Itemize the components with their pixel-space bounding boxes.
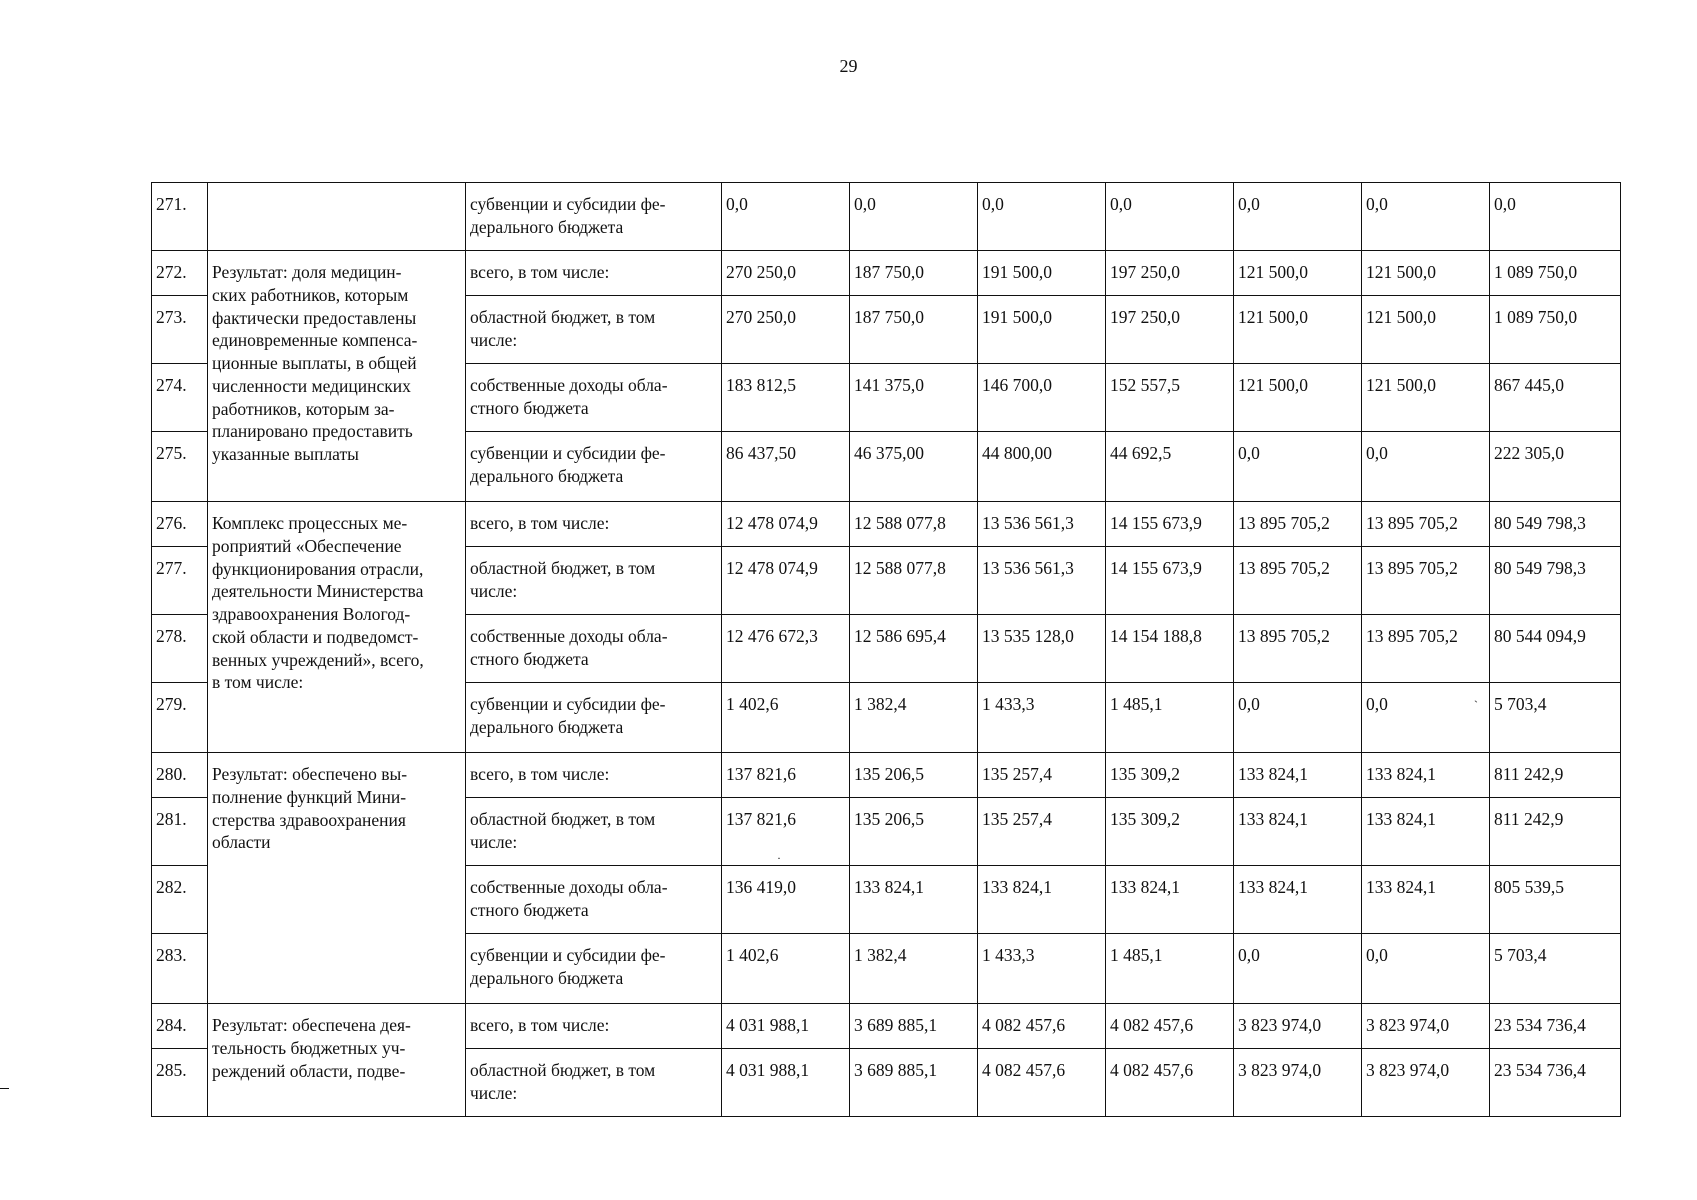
funding-source: собственные доходы обла- стного бюджета (466, 364, 722, 432)
amount-cell: 197 250,0 (1106, 296, 1234, 364)
amount-cell: 222 305,0 (1490, 432, 1621, 502)
result-description: Результат: обеспечено вы- полнение функций Мини- стерства здравоохранения области (208, 753, 466, 1004)
amount-cell: 135 206,5 (850, 798, 978, 866)
amount-cell: 23 534 736,4 (1490, 1049, 1621, 1117)
amount-cell: 121 500,0 (1234, 251, 1362, 296)
amount-cell: 0,0 (1234, 183, 1362, 251)
amount-cell: 805 539,5 (1490, 866, 1621, 934)
amount-cell: 3 689 885,1 (850, 1049, 978, 1117)
amount-cell: 12 476 672,3 (722, 615, 850, 683)
amount-cell: 133 824,1 (1362, 753, 1490, 798)
row-number: 281. (152, 798, 208, 866)
amount-cell: 3 689 885,1 (850, 1004, 978, 1049)
funding-source: областной бюджет, в том числе: (466, 798, 722, 866)
funding-source: всего, в том числе: (466, 753, 722, 798)
result-description: Комплекс процессных ме- роприятий «Обеспечение функционирования отрасли, деятельности Министерства здравоохранения Вологод- ской области и подведомст- венных учреждений», всего, в том числе: (208, 502, 466, 753)
amount-cell: 191 500,0 (978, 251, 1106, 296)
amount-cell: 1 485,1 (1106, 683, 1234, 753)
amount-cell: 1 089 750,0 (1490, 296, 1621, 364)
row-number: 284. (152, 1004, 208, 1049)
amount-cell: 133 824,1 (978, 866, 1106, 934)
amount-cell: 3 823 974,0 (1362, 1004, 1490, 1049)
budget-table-body (152, 183, 1621, 1117)
row-number: 282. (152, 866, 208, 934)
amount-cell: 135 309,2 (1106, 753, 1234, 798)
row-number: 279. (152, 683, 208, 753)
amount-cell: 135 257,4 (978, 753, 1106, 798)
amount-cell: 121 500,0 (1362, 364, 1490, 432)
amount-cell: 133 824,1 (1362, 866, 1490, 934)
amount-cell: 13 536 561,3 (978, 502, 1106, 547)
amount-cell: 0,0 (722, 183, 850, 251)
amount-cell: 133 824,1 (1362, 798, 1490, 866)
amount-cell: 0,0 (1234, 432, 1362, 502)
amount-cell: 13 536 561,3 (978, 547, 1106, 615)
amount-cell: 1 402,6 (722, 683, 850, 753)
amount-cell: 187 750,0 (850, 251, 978, 296)
amount-cell: 270 250,0 (722, 251, 850, 296)
result-description: Результат: обеспечена дея- тельность бюджетных уч- реждений области, подве- (208, 1004, 466, 1117)
amount-cell: 0,0 (850, 183, 978, 251)
amount-cell: 0,0 (1234, 934, 1362, 1004)
funding-source: областной бюджет, в том числе: (466, 547, 722, 615)
funding-source: субвенции и субсидии фе- дерального бюджета (466, 183, 722, 251)
amount-cell: 12 588 077,8 (850, 502, 978, 547)
amount-cell: 133 824,1 (1234, 866, 1362, 934)
funding-source: всего, в том числе: (466, 502, 722, 547)
amount-cell: 4 082 457,6 (1106, 1004, 1234, 1049)
amount-cell: 5 703,4 (1490, 934, 1621, 1004)
amount-cell: 12 588 077,8 (850, 547, 978, 615)
table-row (152, 1004, 1621, 1049)
amount-cell: 0,0 (1362, 432, 1490, 502)
funding-source: всего, в том числе: (466, 251, 722, 296)
amount-cell: 13 895 705,2 (1362, 547, 1490, 615)
amount-cell: 121 500,0 (1234, 296, 1362, 364)
funding-source: субвенции и субсидии фе- дерального бюджета (466, 934, 722, 1004)
amount-cell: 270 250,0 (722, 296, 850, 364)
amount-cell: 13 895 705,2 (1362, 615, 1490, 683)
amount-cell: 4 082 457,6 (978, 1049, 1106, 1117)
amount-cell: 133 824,1 (1234, 753, 1362, 798)
funding-source: субвенции и субсидии фе- дерального бюджета (466, 432, 722, 502)
amount-cell: 1 433,3 (978, 683, 1106, 753)
funding-source: областной бюджет, в том числе: (466, 296, 722, 364)
result-description: Результат: доля медицин- ских работников, которым фактически предоставлены единовременные компенса- ционные выплаты, в общей численности медицинских работников, которым за- планировано предоставить указанные выплаты (208, 251, 466, 502)
amount-cell: 133 824,1 (1106, 866, 1234, 934)
amount-cell: 811 242,9 (1490, 753, 1621, 798)
amount-cell: 14 155 673,9 (1106, 547, 1234, 615)
table-row (152, 753, 1621, 798)
amount-cell: 135 309,2 (1106, 798, 1234, 866)
amount-cell: 0,0 (1490, 183, 1621, 251)
amount-cell: 137 821,6 (722, 798, 850, 866)
table-row (152, 183, 1621, 251)
scan-dot: · (777, 851, 781, 865)
amount-cell: 187 750,0 (850, 296, 978, 364)
row-number: 278. (152, 615, 208, 683)
amount-cell: 4 082 457,6 (978, 1004, 1106, 1049)
amount-cell: 141 375,0 (850, 364, 978, 432)
amount-cell: 183 812,5 (722, 364, 850, 432)
amount-cell: 137 821,6 (722, 753, 850, 798)
amount-cell: 44 800,00 (978, 432, 1106, 502)
amount-cell: 86 437,50 (722, 432, 850, 502)
row-number: 273. (152, 296, 208, 364)
amount-cell: 3 823 974,0 (1234, 1004, 1362, 1049)
amount-cell: 13 895 705,2 (1362, 502, 1490, 547)
amount-cell: 1 402,6 (722, 934, 850, 1004)
amount-cell: 135 257,4 (978, 798, 1106, 866)
amount-cell: 197 250,0 (1106, 251, 1234, 296)
funding-source: субвенции и субсидии фе- дерального бюджета (466, 683, 722, 753)
amount-cell: 4 031 988,1 (722, 1004, 850, 1049)
amount-cell: 1 382,4 (850, 683, 978, 753)
amount-cell: 133 824,1 (1234, 798, 1362, 866)
table-row (152, 251, 1621, 296)
amount-cell: 46 375,00 (850, 432, 978, 502)
amount-cell: 44 692,5 (1106, 432, 1234, 502)
amount-cell: 23 534 736,4 (1490, 1004, 1621, 1049)
row-number: 280. (152, 753, 208, 798)
amount-cell: 14 154 188,8 (1106, 615, 1234, 683)
amount-cell: 13 535 128,0 (978, 615, 1106, 683)
amount-cell: 121 500,0 (1234, 364, 1362, 432)
amount-cell: 1 485,1 (1106, 934, 1234, 1004)
amount-cell: 0,0 (1234, 683, 1362, 753)
amount-cell: 3 823 974,0 (1234, 1049, 1362, 1117)
amount-cell: 5 703,4 (1490, 683, 1621, 753)
amount-cell: 4 082 457,6 (1106, 1049, 1234, 1117)
amount-cell: 0,0 (1362, 683, 1490, 753)
row-number: 277. (152, 547, 208, 615)
amount-cell: 12 478 074,9 (722, 502, 850, 547)
budget-table (151, 182, 1621, 1117)
amount-cell: 0,0 (1362, 934, 1490, 1004)
funding-source: собственные доходы обла- стного бюджета (466, 615, 722, 683)
amount-cell: 80 549 798,3 (1490, 547, 1621, 615)
amount-cell: 136 419,0 (722, 866, 850, 934)
funding-source: всего, в том числе: (466, 1004, 722, 1049)
result-description (208, 183, 466, 251)
row-number: 275. (152, 432, 208, 502)
amount-cell: 0,0 (1362, 183, 1490, 251)
amount-cell: 0,0 (1106, 183, 1234, 251)
amount-cell: 191 500,0 (978, 296, 1106, 364)
amount-cell: 3 823 974,0 (1362, 1049, 1490, 1117)
amount-cell: 80 549 798,3 (1490, 502, 1621, 547)
table-row (152, 502, 1621, 547)
amount-cell: 1 382,4 (850, 934, 978, 1004)
amount-cell: 14 155 673,9 (1106, 502, 1234, 547)
margin-tick (0, 1088, 9, 1089)
row-number: 271. (152, 183, 208, 251)
amount-cell: 121 500,0 (1362, 251, 1490, 296)
amount-cell: 13 895 705,2 (1234, 502, 1362, 547)
scan-mark: ˋ (1474, 698, 1478, 712)
row-number: 272. (152, 251, 208, 296)
amount-cell: 80 544 094,9 (1490, 615, 1621, 683)
row-number: 283. (152, 934, 208, 1004)
amount-cell: 4 031 988,1 (722, 1049, 850, 1117)
amount-cell: 1 089 750,0 (1490, 251, 1621, 296)
amount-cell: 1 433,3 (978, 934, 1106, 1004)
amount-cell: 12 478 074,9 (722, 547, 850, 615)
amount-cell: 152 557,5 (1106, 364, 1234, 432)
funding-source: собственные доходы обла- стного бюджета (466, 866, 722, 934)
row-number: 274. (152, 364, 208, 432)
amount-cell: 0,0 (978, 183, 1106, 251)
amount-cell: 146 700,0 (978, 364, 1106, 432)
amount-cell: 133 824,1 (850, 866, 978, 934)
page-number: 29 (839, 56, 858, 76)
amount-cell: 121 500,0 (1362, 296, 1490, 364)
amount-cell: 12 586 695,4 (850, 615, 978, 683)
amount-cell: 135 206,5 (850, 753, 978, 798)
amount-cell: 13 895 705,2 (1234, 547, 1362, 615)
amount-cell: 811 242,9 (1490, 798, 1621, 866)
row-number: 285. (152, 1049, 208, 1117)
row-number: 276. (152, 502, 208, 547)
amount-cell: 867 445,0 (1490, 364, 1621, 432)
amount-cell: 13 895 705,2 (1234, 615, 1362, 683)
funding-source: областной бюджет, в том числе: (466, 1049, 722, 1117)
